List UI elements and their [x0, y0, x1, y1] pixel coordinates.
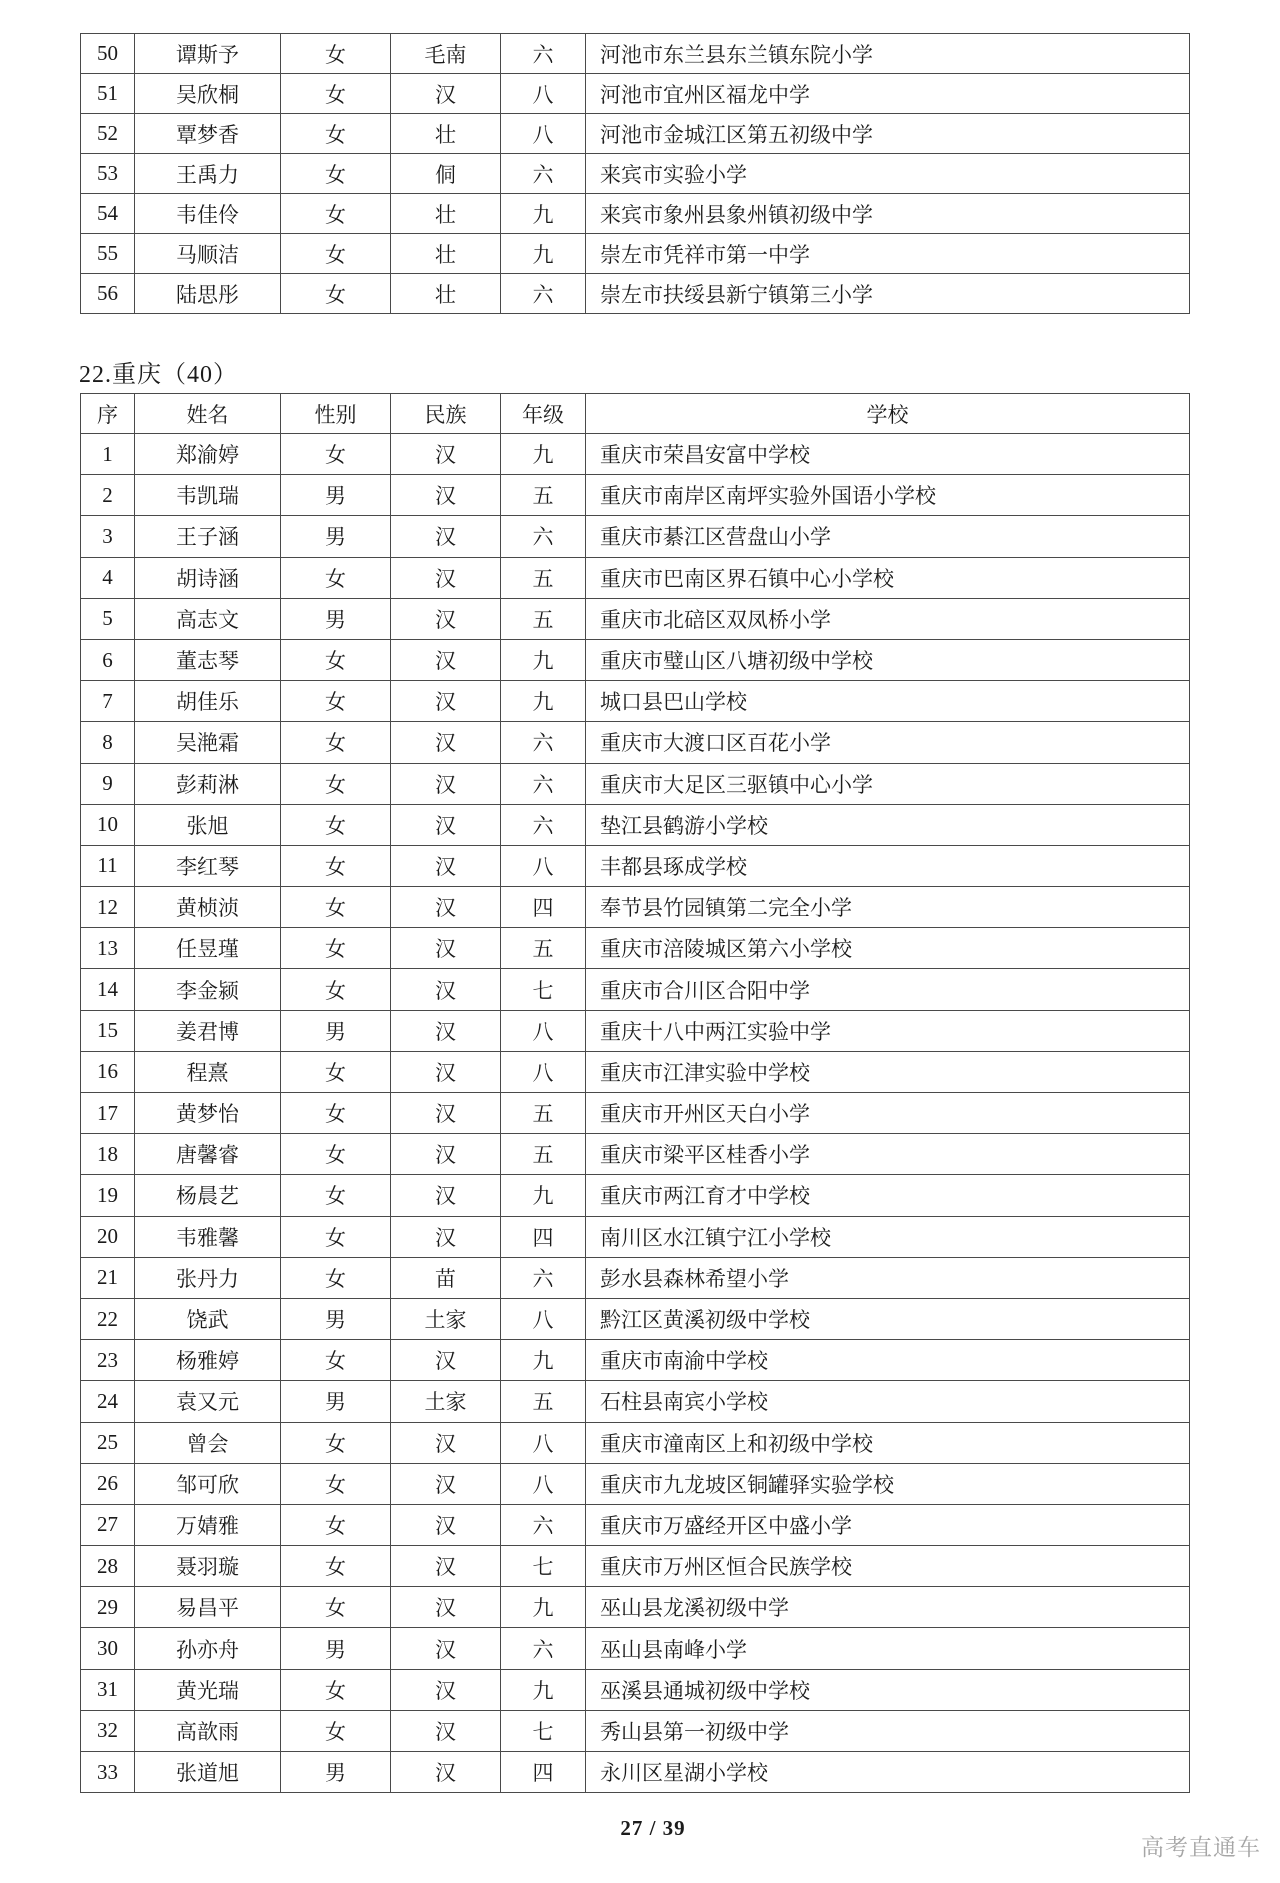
- cell-grade: 九: [501, 1175, 586, 1216]
- cell-school: 重庆市九龙坡区铜罐驿实验学校: [586, 1463, 1190, 1504]
- cell-ethnicity: 汉: [391, 557, 501, 598]
- cell-school: 河池市金城江区第五初级中学: [586, 114, 1190, 154]
- column-header-gender: 性别: [281, 394, 391, 434]
- cell-name: 韦佳伶: [135, 194, 281, 234]
- cell-ethnicity: 汉: [391, 1669, 501, 1710]
- cell-index: 21: [81, 1257, 135, 1298]
- cell-name: 董志琴: [135, 639, 281, 680]
- cell-grade: 五: [501, 557, 586, 598]
- cell-gender: 男: [281, 1752, 391, 1793]
- cell-gender: 女: [281, 1422, 391, 1463]
- cell-grade: 九: [501, 681, 586, 722]
- cell-grade: 八: [501, 1051, 586, 1092]
- cell-school: 巫溪县通城初级中学校: [586, 1669, 1190, 1710]
- student-row: [81, 1298, 1190, 1339]
- cell-index: 50: [81, 34, 135, 74]
- cell-grade: 九: [501, 434, 586, 475]
- cell-school: 彭水县森林希望小学: [586, 1257, 1190, 1298]
- cell-name: 袁又元: [135, 1381, 281, 1422]
- cell-name: 张道旭: [135, 1752, 281, 1793]
- cell-grade: 八: [501, 845, 586, 886]
- cell-gender: 女: [281, 1093, 391, 1134]
- cell-ethnicity: 壮: [391, 274, 501, 314]
- student-table-continuation: [80, 33, 1190, 314]
- cell-name: 杨雅婷: [135, 1340, 281, 1381]
- cell-ethnicity: 汉: [391, 804, 501, 845]
- cell-name: 张丹力: [135, 1257, 281, 1298]
- cell-name: 杨晨艺: [135, 1175, 281, 1216]
- cell-gender: 男: [281, 1010, 391, 1051]
- cell-gender: 男: [281, 1381, 391, 1422]
- cell-grade: 八: [501, 1010, 586, 1051]
- cell-grade: 五: [501, 475, 586, 516]
- cell-ethnicity: 汉: [391, 887, 501, 928]
- cell-name: 曾会: [135, 1422, 281, 1463]
- cell-index: 4: [81, 557, 135, 598]
- cell-gender: 女: [281, 681, 391, 722]
- cell-school: 河池市东兰县东兰镇东院小学: [586, 34, 1190, 74]
- cell-name: 彭莉淋: [135, 763, 281, 804]
- cell-index: 28: [81, 1546, 135, 1587]
- cell-gender: 女: [281, 1546, 391, 1587]
- cell-index: 11: [81, 845, 135, 886]
- cell-index: 27: [81, 1504, 135, 1545]
- student-row: [81, 1134, 1190, 1175]
- cell-ethnicity: 汉: [391, 1546, 501, 1587]
- cell-name: 易昌平: [135, 1587, 281, 1628]
- cell-ethnicity: 侗: [391, 154, 501, 194]
- cell-school: 重庆市大渡口区百花小学: [586, 722, 1190, 763]
- cell-grade: 五: [501, 928, 586, 969]
- cell-ethnicity: 汉: [391, 763, 501, 804]
- cell-ethnicity: 汉: [391, 845, 501, 886]
- cell-school: 重庆市江津实验中学校: [586, 1051, 1190, 1092]
- cell-grade: 六: [501, 722, 586, 763]
- column-header-school: 学校: [586, 394, 1190, 434]
- column-header-name: 姓名: [135, 394, 281, 434]
- cell-gender: 男: [281, 475, 391, 516]
- cell-school: 垫江县鹤游小学校: [586, 804, 1190, 845]
- cell-name: 胡诗涵: [135, 557, 281, 598]
- cell-ethnicity: 汉: [391, 475, 501, 516]
- student-row: [81, 1463, 1190, 1504]
- cell-grade: 九: [501, 1340, 586, 1381]
- cell-school: 巫山县南峰小学: [586, 1628, 1190, 1669]
- cell-grade: 五: [501, 1093, 586, 1134]
- cell-index: 9: [81, 763, 135, 804]
- cell-ethnicity: 汉: [391, 722, 501, 763]
- cell-ethnicity: 汉: [391, 1134, 501, 1175]
- cell-school: 黔江区黄溪初级中学校: [586, 1298, 1190, 1339]
- student-row: [81, 194, 1190, 234]
- student-row: [81, 1216, 1190, 1257]
- cell-index: 15: [81, 1010, 135, 1051]
- student-row: [81, 598, 1190, 639]
- cell-index: 31: [81, 1669, 135, 1710]
- cell-index: 33: [81, 1752, 135, 1793]
- cell-ethnicity: 汉: [391, 1340, 501, 1381]
- cell-grade: 八: [501, 74, 586, 114]
- cell-gender: 女: [281, 34, 391, 74]
- cell-name: 姜君博: [135, 1010, 281, 1051]
- cell-name: 韦雅馨: [135, 1216, 281, 1257]
- cell-ethnicity: 土家: [391, 1381, 501, 1422]
- cell-gender: 女: [281, 1175, 391, 1216]
- cell-school: 重庆十八中两江实验中学: [586, 1010, 1190, 1051]
- student-row: [81, 516, 1190, 557]
- cell-gender: 女: [281, 845, 391, 886]
- cell-grade: 四: [501, 1752, 586, 1793]
- cell-index: 6: [81, 639, 135, 680]
- cell-grade: 四: [501, 1216, 586, 1257]
- cell-school: 重庆市万盛经开区中盛小学: [586, 1504, 1190, 1545]
- section-title: 22.重庆（40）: [79, 362, 238, 388]
- cell-grade: 七: [501, 1546, 586, 1587]
- cell-school: 重庆市两江育才中学校: [586, 1175, 1190, 1216]
- cell-gender: 女: [281, 1134, 391, 1175]
- cell-ethnicity: 汉: [391, 1752, 501, 1793]
- cell-grade: 六: [501, 1628, 586, 1669]
- cell-gender: 女: [281, 74, 391, 114]
- cell-name: 程熹: [135, 1051, 281, 1092]
- cell-grade: 六: [501, 34, 586, 74]
- cell-index: 7: [81, 681, 135, 722]
- cell-name: 韦凯瑞: [135, 475, 281, 516]
- cell-grade: 六: [501, 804, 586, 845]
- cell-gender: 女: [281, 557, 391, 598]
- cell-gender: 女: [281, 804, 391, 845]
- cell-school: 重庆市潼南区上和初级中学校: [586, 1422, 1190, 1463]
- cell-ethnicity: 苗: [391, 1257, 501, 1298]
- cell-ethnicity: 汉: [391, 969, 501, 1010]
- cell-gender: 女: [281, 1216, 391, 1257]
- cell-gender: 女: [281, 928, 391, 969]
- student-row: [81, 804, 1190, 845]
- cell-school: 丰都县琢成学校: [586, 845, 1190, 886]
- cell-school: 崇左市凭祥市第一中学: [586, 234, 1190, 274]
- cell-index: 23: [81, 1340, 135, 1381]
- student-row: [81, 114, 1190, 154]
- cell-name: 聂羽璇: [135, 1546, 281, 1587]
- cell-school: 来宾市实验小学: [586, 154, 1190, 194]
- cell-index: 30: [81, 1628, 135, 1669]
- cell-grade: 八: [501, 1463, 586, 1504]
- cell-index: 17: [81, 1093, 135, 1134]
- cell-school: 重庆市大足区三驱镇中心小学: [586, 763, 1190, 804]
- cell-index: 22: [81, 1298, 135, 1339]
- cell-ethnicity: 汉: [391, 516, 501, 557]
- cell-gender: 女: [281, 887, 391, 928]
- cell-ethnicity: 壮: [391, 194, 501, 234]
- cell-name: 李金颍: [135, 969, 281, 1010]
- cell-index: 14: [81, 969, 135, 1010]
- cell-name: 胡佳乐: [135, 681, 281, 722]
- cell-ethnicity: 汉: [391, 1628, 501, 1669]
- column-header-ethnicity: 民族: [391, 394, 501, 434]
- student-row: [81, 639, 1190, 680]
- cell-index: 55: [81, 234, 135, 274]
- cell-ethnicity: 汉: [391, 1587, 501, 1628]
- cell-school: 重庆市合川区合阳中学: [586, 969, 1190, 1010]
- cell-ethnicity: 汉: [391, 1051, 501, 1092]
- cell-school: 重庆市涪陵城区第六小学校: [586, 928, 1190, 969]
- student-row: [81, 1504, 1190, 1545]
- cell-gender: 女: [281, 763, 391, 804]
- cell-grade: 七: [501, 1710, 586, 1751]
- cell-grade: 七: [501, 969, 586, 1010]
- cell-index: 20: [81, 1216, 135, 1257]
- cell-gender: 女: [281, 639, 391, 680]
- cell-gender: 男: [281, 1628, 391, 1669]
- cell-ethnicity: 壮: [391, 234, 501, 274]
- cell-name: 高歆雨: [135, 1710, 281, 1751]
- cell-name: 饶武: [135, 1298, 281, 1339]
- cell-index: 1: [81, 434, 135, 475]
- cell-grade: 九: [501, 194, 586, 234]
- cell-grade: 八: [501, 1422, 586, 1463]
- cell-name: 黄光瑞: [135, 1669, 281, 1710]
- cell-gender: 女: [281, 1710, 391, 1751]
- cell-grade: 五: [501, 1134, 586, 1175]
- cell-gender: 女: [281, 274, 391, 314]
- cell-ethnicity: 汉: [391, 928, 501, 969]
- cell-index: 26: [81, 1463, 135, 1504]
- student-row: [81, 234, 1190, 274]
- cell-name: 邹可欣: [135, 1463, 281, 1504]
- cell-grade: 八: [501, 114, 586, 154]
- cell-school: 巫山县龙溪初级中学: [586, 1587, 1190, 1628]
- student-row: [81, 475, 1190, 516]
- cell-gender: 男: [281, 1298, 391, 1339]
- cell-name: 唐馨睿: [135, 1134, 281, 1175]
- cell-index: 3: [81, 516, 135, 557]
- cell-ethnicity: 汉: [391, 434, 501, 475]
- cell-school: 南川区水江镇宁江小学校: [586, 1216, 1190, 1257]
- cell-gender: 男: [281, 598, 391, 639]
- cell-index: 16: [81, 1051, 135, 1092]
- student-row: [81, 845, 1190, 886]
- cell-index: 24: [81, 1381, 135, 1422]
- cell-grade: 四: [501, 887, 586, 928]
- student-row: [81, 1669, 1190, 1710]
- cell-school: 重庆市璧山区八塘初级中学校: [586, 639, 1190, 680]
- student-row: [81, 1546, 1190, 1587]
- cell-gender: 男: [281, 516, 391, 557]
- cell-school: 城口县巴山学校: [586, 681, 1190, 722]
- cell-school: 来宾市象州县象州镇初级中学: [586, 194, 1190, 234]
- cell-school: 重庆市南渝中学校: [586, 1340, 1190, 1381]
- cell-gender: 女: [281, 234, 391, 274]
- cell-ethnicity: 汉: [391, 1175, 501, 1216]
- cell-grade: 六: [501, 1504, 586, 1545]
- cell-ethnicity: 壮: [391, 114, 501, 154]
- cell-name: 王子涵: [135, 516, 281, 557]
- student-row: [81, 74, 1190, 114]
- cell-grade: 六: [501, 274, 586, 314]
- student-row: [81, 1422, 1190, 1463]
- cell-ethnicity: 汉: [391, 1422, 501, 1463]
- cell-school: 石柱县南宾小学校: [586, 1381, 1190, 1422]
- cell-name: 黄梦怡: [135, 1093, 281, 1134]
- student-row: [81, 1752, 1190, 1793]
- student-row: [81, 681, 1190, 722]
- cell-gender: 女: [281, 194, 391, 234]
- cell-name: 高志文: [135, 598, 281, 639]
- cell-name: 任昱瑾: [135, 928, 281, 969]
- student-row: [81, 434, 1190, 475]
- cell-school: 秀山县第一初级中学: [586, 1710, 1190, 1751]
- cell-gender: 女: [281, 1340, 391, 1381]
- cell-school: 崇左市扶绥县新宁镇第三小学: [586, 274, 1190, 314]
- cell-school: 重庆市梁平区桂香小学: [586, 1134, 1190, 1175]
- cell-name: 马顺洁: [135, 234, 281, 274]
- cell-school: 重庆市开州区天白小学: [586, 1093, 1190, 1134]
- table-header-row: [81, 394, 1190, 434]
- cell-index: 19: [81, 1175, 135, 1216]
- cell-name: 王禹力: [135, 154, 281, 194]
- cell-grade: 五: [501, 598, 586, 639]
- cell-gender: 女: [281, 1504, 391, 1545]
- cell-ethnicity: 汉: [391, 681, 501, 722]
- cell-name: 黄桢浈: [135, 887, 281, 928]
- cell-grade: 六: [501, 1257, 586, 1298]
- cell-index: 51: [81, 74, 135, 114]
- cell-school: 永川区星湖小学校: [586, 1752, 1190, 1793]
- cell-gender: 女: [281, 154, 391, 194]
- student-row: [81, 763, 1190, 804]
- student-row: [81, 1175, 1190, 1216]
- cell-grade: 九: [501, 1669, 586, 1710]
- cell-gender: 女: [281, 1587, 391, 1628]
- cell-school: 奉节县竹园镇第二完全小学: [586, 887, 1190, 928]
- cell-index: 54: [81, 194, 135, 234]
- cell-index: 52: [81, 114, 135, 154]
- cell-school: 重庆市万州区恒合民族学校: [586, 1546, 1190, 1587]
- cell-grade: 八: [501, 1298, 586, 1339]
- cell-index: 53: [81, 154, 135, 194]
- cell-ethnicity: 汉: [391, 1504, 501, 1545]
- cell-name: 孙亦舟: [135, 1628, 281, 1669]
- cell-gender: 女: [281, 1257, 391, 1298]
- cell-index: 29: [81, 1587, 135, 1628]
- cell-grade: 九: [501, 234, 586, 274]
- cell-school: 重庆市綦江区营盘山小学: [586, 516, 1190, 557]
- student-row: [81, 557, 1190, 598]
- student-row: [81, 34, 1190, 74]
- student-row: [81, 1381, 1190, 1422]
- cell-ethnicity: 毛南: [391, 34, 501, 74]
- cell-index: 32: [81, 1710, 135, 1751]
- column-header-grade: 年级: [501, 394, 586, 434]
- cell-index: 13: [81, 928, 135, 969]
- student-row: [81, 1628, 1190, 1669]
- cell-ethnicity: 汉: [391, 1710, 501, 1751]
- cell-name: 陆思彤: [135, 274, 281, 314]
- cell-index: 25: [81, 1422, 135, 1463]
- student-row: [81, 1093, 1190, 1134]
- cell-name: 李红琴: [135, 845, 281, 886]
- cell-school: 河池市宜州区福龙中学: [586, 74, 1190, 114]
- cell-grade: 九: [501, 639, 586, 680]
- student-row: [81, 1587, 1190, 1628]
- student-row: [81, 1010, 1190, 1051]
- page-number: 27 / 39: [620, 1816, 686, 1840]
- cell-gender: 女: [281, 969, 391, 1010]
- column-header-index: 序: [81, 394, 135, 434]
- cell-gender: 女: [281, 114, 391, 154]
- student-row: [81, 274, 1190, 314]
- cell-name: 万婧雅: [135, 1504, 281, 1545]
- student-row: [81, 928, 1190, 969]
- cell-grade: 五: [501, 1381, 586, 1422]
- cell-gender: 女: [281, 1051, 391, 1092]
- cell-name: 吴欣桐: [135, 74, 281, 114]
- cell-grade: 六: [501, 154, 586, 194]
- watermark-text: 高考直通车: [1141, 1834, 1261, 1860]
- student-row: [81, 1710, 1190, 1751]
- cell-school: 重庆市北碚区双凤桥小学: [586, 598, 1190, 639]
- cell-ethnicity: 汉: [391, 1463, 501, 1504]
- student-row: [81, 722, 1190, 763]
- cell-name: 吴滟霜: [135, 722, 281, 763]
- cell-school: 重庆市巴南区界石镇中心小学校: [586, 557, 1190, 598]
- student-table-chongqing: [80, 393, 1190, 1793]
- cell-index: 5: [81, 598, 135, 639]
- cell-gender: 女: [281, 434, 391, 475]
- cell-gender: 女: [281, 722, 391, 763]
- cell-ethnicity: 汉: [391, 1216, 501, 1257]
- student-row: [81, 887, 1190, 928]
- cell-index: 2: [81, 475, 135, 516]
- cell-grade: 九: [501, 1587, 586, 1628]
- cell-name: 谭斯予: [135, 34, 281, 74]
- student-row: [81, 1051, 1190, 1092]
- cell-index: 8: [81, 722, 135, 763]
- student-row: [81, 969, 1190, 1010]
- cell-index: 12: [81, 887, 135, 928]
- cell-name: 覃梦香: [135, 114, 281, 154]
- cell-gender: 女: [281, 1463, 391, 1504]
- student-row: [81, 154, 1190, 194]
- cell-index: 10: [81, 804, 135, 845]
- cell-ethnicity: 土家: [391, 1298, 501, 1339]
- cell-ethnicity: 汉: [391, 639, 501, 680]
- cell-name: 张旭: [135, 804, 281, 845]
- cell-name: 郑渝婷: [135, 434, 281, 475]
- cell-ethnicity: 汉: [391, 598, 501, 639]
- cell-ethnicity: 汉: [391, 1010, 501, 1051]
- student-row: [81, 1257, 1190, 1298]
- cell-ethnicity: 汉: [391, 74, 501, 114]
- cell-index: 18: [81, 1134, 135, 1175]
- cell-index: 56: [81, 274, 135, 314]
- cell-school: 重庆市荣昌安富中学校: [586, 434, 1190, 475]
- cell-grade: 六: [501, 763, 586, 804]
- cell-grade: 六: [501, 516, 586, 557]
- cell-gender: 女: [281, 1669, 391, 1710]
- cell-school: 重庆市南岸区南坪实验外国语小学校: [586, 475, 1190, 516]
- student-row: [81, 1340, 1190, 1381]
- cell-ethnicity: 汉: [391, 1093, 501, 1134]
